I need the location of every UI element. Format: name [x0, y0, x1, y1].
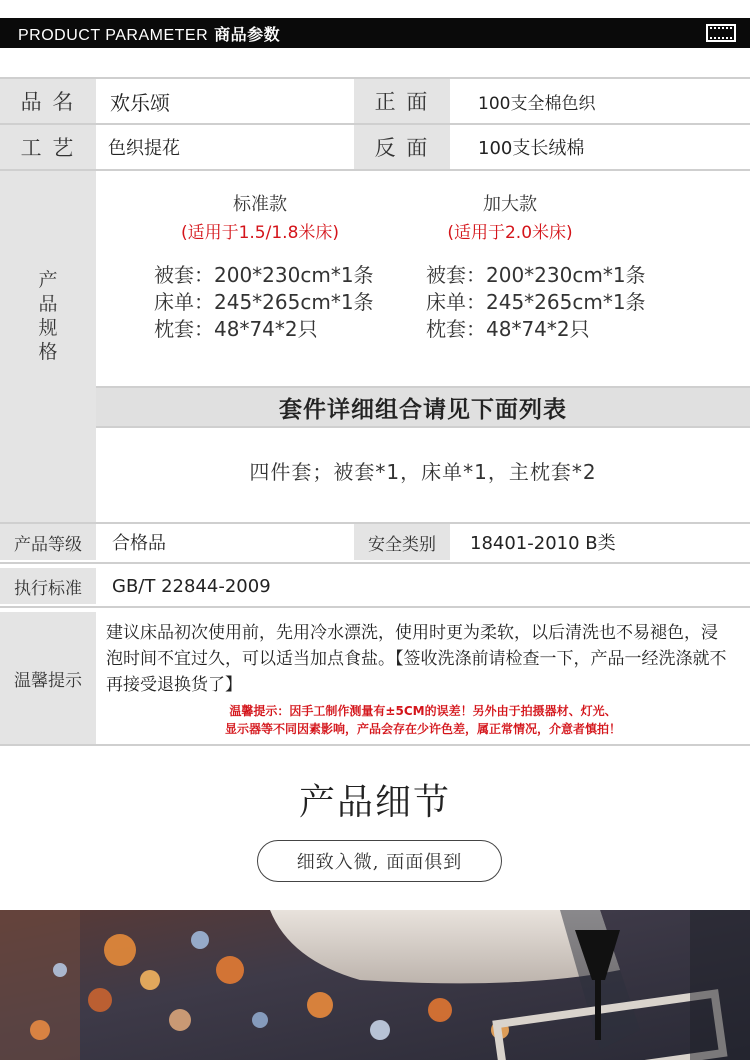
- spec-standard-line: 床单：245*265cm*1条: [154, 290, 374, 314]
- combo-title: 套件详细组合请见下面列表: [96, 388, 750, 426]
- table-divider: [0, 123, 750, 125]
- spec-label-char: 产: [38, 269, 58, 291]
- spec-label: [0, 268, 96, 364]
- tips-warning-line: 温馨提示：因手工制作测量有±5CM的误差！另外由于拍摄器材、灯光、: [229, 704, 617, 718]
- standard-value: GB/T 22844-2009: [112, 575, 271, 597]
- spec-large-line: 枕套：48*74*2只: [426, 317, 590, 341]
- spec-label-char: 格: [38, 341, 58, 363]
- spec-label-char: 品: [38, 293, 58, 315]
- back-label: 反 面: [354, 124, 450, 170]
- front-value: 100支全棉色织: [478, 93, 596, 114]
- name-value: 欢乐颂: [110, 90, 170, 115]
- section-header: [0, 18, 750, 48]
- tips-text: 建议床品初次使用前，先用冷水漂洗，使用时更为柔软，以后清洗也不易褪色，浸泡时间不宜过久，可以适当加点食盐。【签收洗涤前请检查一下，产品一经洗涤就不再接受退换货了】: [106, 623, 727, 695]
- spec-label-char: 规: [38, 317, 58, 339]
- tips-warning-line: 显示器等不同因素影响，产品会存在少许色差，属正常情况，介意者慎拍！: [224, 722, 621, 736]
- table-divider: [96, 386, 750, 388]
- table-divider: [0, 77, 750, 79]
- craft-value: 色织提花: [108, 138, 180, 159]
- product-photo: [0, 910, 750, 1060]
- spec-large-line: 床单：245*265cm*1条: [426, 290, 646, 314]
- table-divider: [0, 562, 750, 564]
- tips-warning: [96, 702, 750, 738]
- spec-standard-title: 标准款: [233, 194, 287, 215]
- grade-value: 合格品: [112, 533, 166, 554]
- table-divider: [0, 744, 750, 746]
- front-label: 正 面: [354, 78, 450, 124]
- grade-label: 产品等级: [0, 524, 96, 560]
- spec-large-line: 被套：200*230cm*1条: [426, 263, 646, 287]
- detail-title: 产品细节: [298, 782, 451, 823]
- spec-standard-line: 被套：200*230cm*1条: [154, 263, 374, 287]
- combo-text: 四件套；被套*1，床单*1，主枕套*2: [249, 460, 597, 484]
- header-title-cn: 商品参数: [214, 27, 281, 44]
- spec-large-heading: [410, 190, 610, 243]
- bedding-photo-image: [0, 910, 750, 1060]
- spec-standard-line: 枕套：48*74*2只: [154, 317, 318, 341]
- film-strip-icon: [706, 24, 736, 42]
- craft-label: 工 艺: [0, 124, 96, 170]
- spec-large-list: [426, 262, 646, 343]
- tips-label: 温馨提示: [0, 612, 96, 744]
- table-divider: [96, 426, 750, 428]
- table-divider: [0, 522, 750, 524]
- header-title: [18, 22, 280, 45]
- header-title-en: PRODUCT PARAMETER: [18, 27, 209, 44]
- spec-standard-note: (适用于1.5/1.8米床): [180, 223, 340, 243]
- detail-subtitle: 细致入微, 面面俱到: [257, 840, 502, 882]
- name-label: 品 名: [0, 78, 96, 124]
- spec-standard-heading: [160, 190, 360, 243]
- back-value: 100支长绒棉: [478, 138, 585, 159]
- table-divider: [0, 606, 750, 608]
- spec-large-title: 加大款: [483, 194, 537, 215]
- table-divider: [0, 169, 750, 171]
- safety-value: 18401-2010 B类: [470, 533, 616, 554]
- spec-large-note: (适用于2.0米床): [447, 223, 573, 243]
- standard-label: 执行标准: [0, 568, 96, 604]
- safety-label: 安全类别: [354, 524, 450, 560]
- spec-standard-list: [154, 262, 374, 343]
